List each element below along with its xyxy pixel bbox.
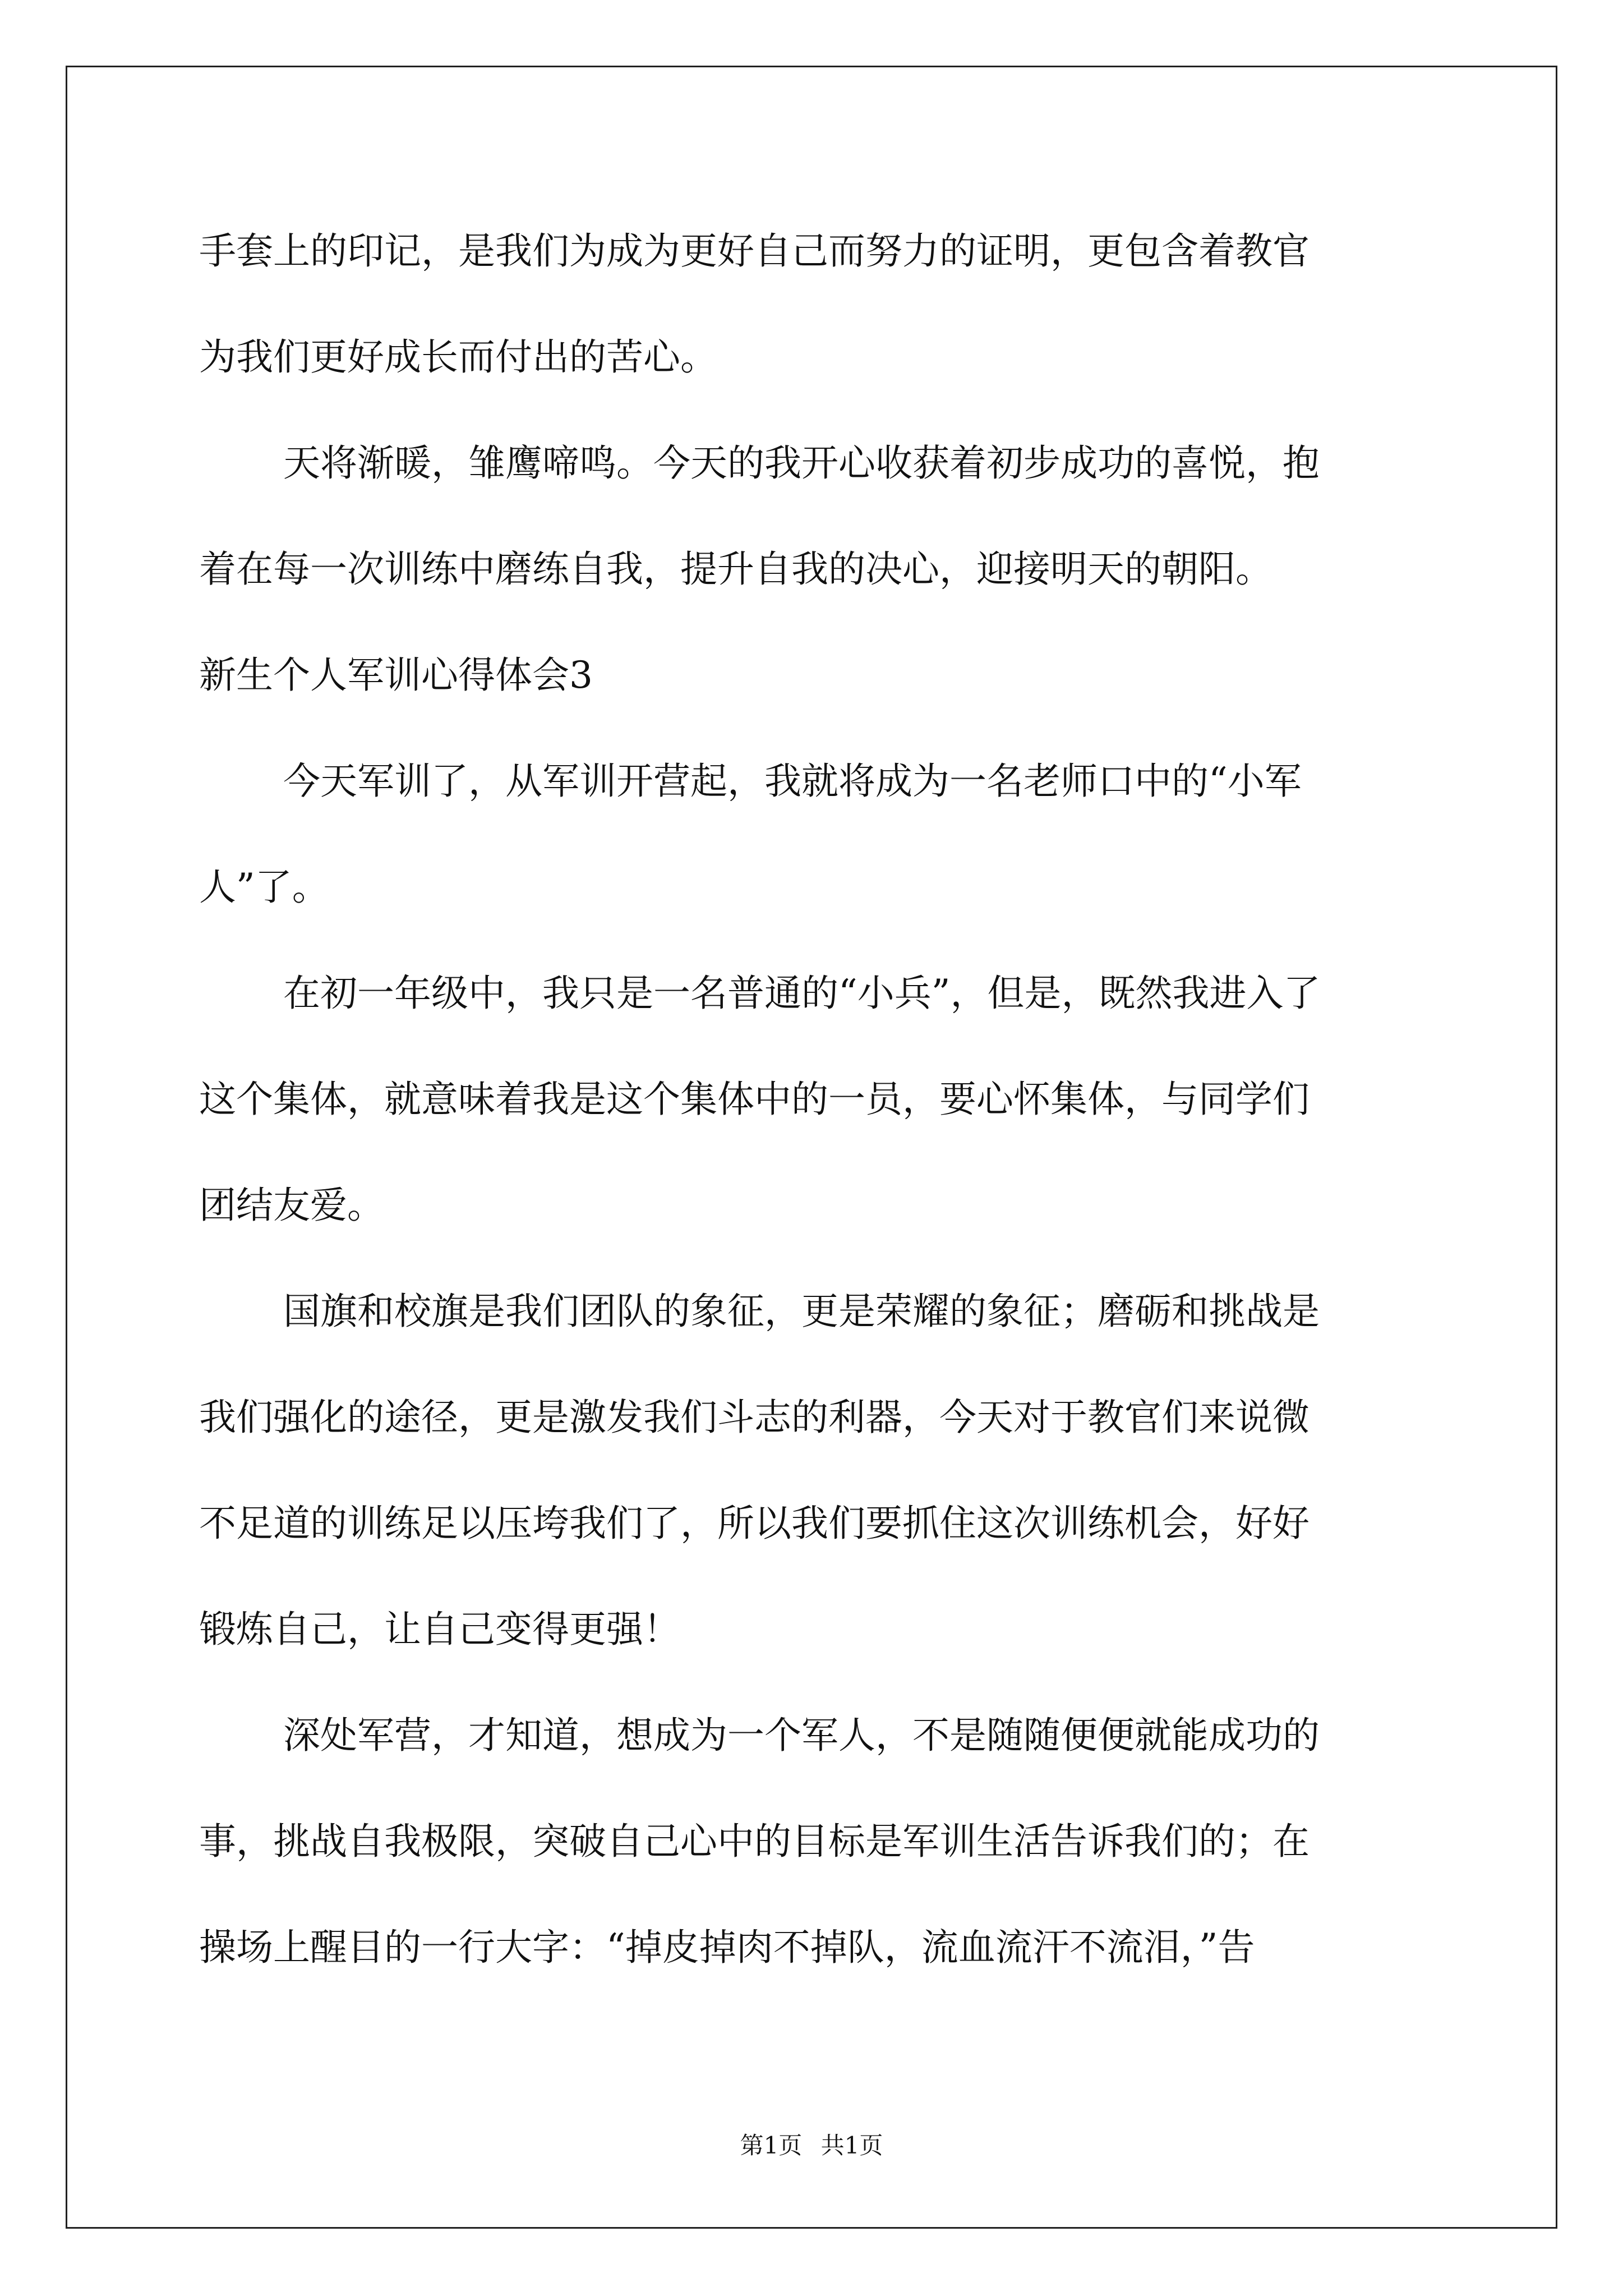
paragraph-start-line: 在初一年级中，我只是一名普通的“小兵”，但是，既然我进入了 — [283, 972, 1321, 1015]
text-line: 我们强化的途径，更是激发我们斗志的利器，今天对于教官们来说微 — [199, 1396, 1310, 1439]
page-frame — [66, 66, 1557, 2229]
text-line: 操场上醒目的一行大字：“掉皮掉肉不掉队，流血流汗不流泪，”告 — [199, 1926, 1255, 1969]
text-line: 为我们更好成长而付出的苦心。 — [199, 335, 717, 379]
text-line: 锻炼自己，让自己变得更强！ — [199, 1608, 680, 1651]
text-line: 人”了。 — [199, 866, 329, 909]
text-line: 不足道的训练足以压垮我们了，所以我们要抓住这次训练机会，好好 — [199, 1502, 1310, 1545]
paragraph-start-line: 深处军营，才知道，想成为一个军人，不是随随便便就能成功的 — [283, 1714, 1320, 1757]
page-number: 第1页 — [740, 2132, 803, 2159]
section-heading: 新生个人军训心得体会3 — [199, 654, 593, 697]
paragraph-start-line: 天将渐暖，雏鹰啼鸣。今天的我开心收获着初步成功的喜悦，抱 — [283, 441, 1320, 485]
text-line: 着在每一次训练中磨练自我，提升自我的决心，迎接明天的朝阳。 — [199, 547, 1272, 591]
text-line: 事，挑战自我极限，突破自己心中的目标是军训生活告诉我们的；在 — [199, 1820, 1310, 1863]
paragraph-start-line: 今天军训了，从军训开营起，我就将成为一名老师口中的“小军 — [283, 760, 1302, 803]
text-line: 这个集体，就意味着我是这个集体中的一员，要心怀集体，与同学们 — [199, 1078, 1310, 1121]
text-line: 手套上的印记，是我们为成为更好自己而努力的证明，更包含着教官 — [199, 229, 1310, 273]
page-footer — [0, 2132, 1623, 2160]
text-line: 团结友爱。 — [199, 1184, 384, 1227]
page-total: 共1页 — [820, 2132, 883, 2159]
paragraph-start-line: 国旗和校旗是我们团队的象征，更是荣耀的象征；磨砺和挑战是 — [283, 1290, 1320, 1333]
